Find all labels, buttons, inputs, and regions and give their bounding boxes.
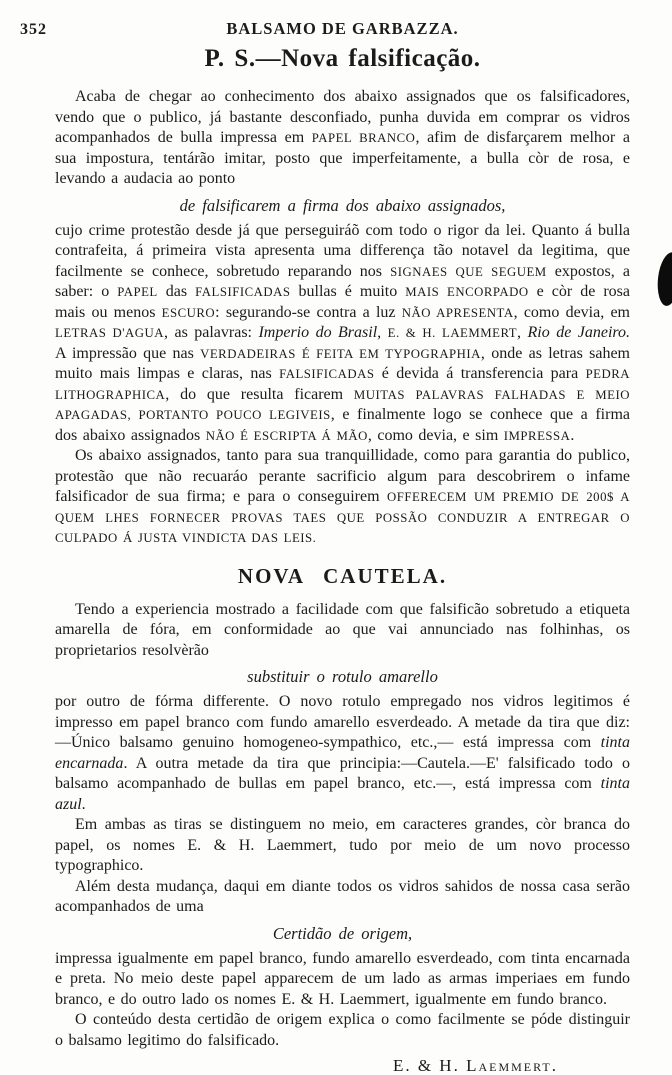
body-text: cujo crime protestão desde já que perseguiráõ com todo o rigor da lei. Quanto á bulla contrafeita, á primeira vista apresenta uma differença tão notavel da legitima, que facilmente se conhece, sobretudo reparando nos <box>55 221 630 280</box>
centered-emphasis-line: substituir o rotulo amarello <box>247 667 438 686</box>
paragraph <box>55 446 630 549</box>
body-text: , as palavras: <box>164 324 259 341</box>
italic-text: tinta azul <box>55 775 630 813</box>
body-text: e còr de rosa mais ou menos <box>55 283 631 321</box>
paragraph <box>55 1010 630 1051</box>
body-text: Tendo a experiencia mostrado a facilidade com que falsificão sobretudo a etiqueta amarella de fóra, em conformidade ao que vai annunciado nas folhinhas, os proprietarios resolvèrão <box>55 600 630 659</box>
paragraph <box>55 600 630 662</box>
body-text: das <box>157 283 196 300</box>
body-text: . <box>81 795 86 813</box>
smallcaps-text: FALSIFICADAS <box>195 285 291 299</box>
italic-text: Rio de Janeiro. <box>527 324 631 341</box>
section-heading: NOVA CAUTELA. <box>237 563 448 588</box>
body-text: , afim de disfarçarem melhor a sua impostura, tentárão imitar, posto que imperfeitamente, a bulla còr de rosa, e levando a audacia ao ponto <box>55 129 630 187</box>
smallcaps-text: LETRAS D'AGUA <box>55 326 165 340</box>
body-text: Além desta mudança, daqui em diante todos os vidros sahidos de nossa casa serão acompanhados de uma <box>55 877 630 915</box>
smallcaps-text: PAPEL BRANCO <box>311 131 416 145</box>
italic-text: tinta encarnada <box>55 734 630 772</box>
body-text: , onde as letras sahem muito mais limpas e claras, nas <box>55 344 630 382</box>
smallcaps-text: MAIS ENCORPADO <box>405 285 529 299</box>
body-text: Acaba de chegar ao conhecimento dos abaixo assignados que os falsificadores, vendo que o publico, já bastante desconfiado, punha duvida em comprar os vidros acompanhados de bulla impressa em <box>55 88 630 146</box>
paragraph <box>55 87 630 190</box>
smallcaps-text: IMPRESSA <box>503 428 571 443</box>
smallcaps-text: PAPEL <box>117 285 158 299</box>
smallcaps-text: SIGNAES QUE SEGUEM <box>390 264 547 279</box>
smallcaps-text: E. & H. LAEMMERT <box>387 326 518 340</box>
smallcaps-text: NÃO APRESENTA <box>401 305 514 320</box>
body-text: bullas é muito <box>290 283 406 300</box>
paragraph <box>55 221 630 447</box>
body-text: , como devia, e sim <box>367 426 504 444</box>
paragraph <box>55 877 630 918</box>
smallcaps-text: OFFERECEM UM PREMIO DE 200$ A QUEM LHES FORNECER PROVAS TAES QUE POSSÃO CONDUZIR A ENTREGAR O CULPADO Á JUSTA VINDICTA DAS LEIS. <box>55 490 630 545</box>
body-text: , <box>517 324 528 341</box>
body-text: A impressão que nas <box>55 344 201 362</box>
body-text: O conteúdo desta certidão de origem explica o como facilmente se póde distinguir o balsamo legitimo do falsificado. <box>55 1011 630 1049</box>
smallcaps-text: FALSIFICADAS <box>279 367 375 381</box>
paragraph <box>55 949 630 1011</box>
page-title: P. S.—Nova falsificação. <box>204 45 481 72</box>
ink-blot-artifact <box>655 251 672 307</box>
smallcaps-text: PEDRA LITHOGRAPHICA <box>55 367 631 402</box>
body-text: impressa igualmente em papel branco, fundo amarello esverdeado, com tinta encarnada e preta. No meio deste papel apparecem de um lado as armas imperiaes em fundo branco, e do outro lado os nomes E. & H. Laemmert, igualmente em fundo branco. <box>55 949 630 1008</box>
smallcaps-text: MUITAS PALAVRAS FALHADAS E MEIO APAGADAS, PORTANTO POUCO LEGIVEIS <box>55 387 630 422</box>
centered-emphasis-line: de falsificarem a firma dos abaixo assignados, <box>179 195 506 215</box>
paragraph <box>55 815 630 877</box>
body-text: : segurando-se contra a luz <box>215 303 402 321</box>
smallcaps-text: ESCURO <box>161 305 216 320</box>
body-text: por outro de fórma differente. O novo rotulo empregado nos vidros legitimos é impresso em papel branco com fundo amarello esverdeado. A metade da tira que diz:—Único balsamo genuino homogeneo-sympathico, etc.,— está impressa com <box>55 693 630 751</box>
body-text: . A outra metade da tira que principia:—Cautela.—E' falsificado todo o balsamo acompanhado de bullas em papel branco, etc.—, está impressa com <box>55 754 630 792</box>
smallcaps-text: NÃO É ESCRIPTA Á MÃO <box>205 428 368 443</box>
page-body <box>55 87 630 1075</box>
smallcaps-text: VERDADEIRAS É FEITA EM TYPOGRAPHIA <box>200 346 481 361</box>
body-text: Em ambas as tiras se distinguem no meio, em caracteres grandes, còr branca do papel, os nomes E. & H. Laemmert, tudo por meio de um novo processo typographico. <box>55 816 630 874</box>
body-text: expostos, a saber: o <box>55 262 630 300</box>
body-text: , do que resulta ficarem <box>165 385 354 403</box>
body-text: Os abaixo assignados, tanto para sua tranquillidade, como para garantia do publico, protestão que não recuaráo perante sacrificio algum para descobrirem o infame falsificador de sua firma; e para o conseguirem <box>55 447 630 505</box>
body-text: . <box>570 426 575 444</box>
page-number: 352 <box>20 21 47 38</box>
body-text: , e finalmente logo se conhece que a firma dos abaixo assignados <box>55 406 631 444</box>
signature: E. & H. Laemmert. <box>392 1056 558 1075</box>
body-text: é devida á transferencia para <box>374 365 586 382</box>
centered-emphasis-line: Certidão de origem, <box>272 923 413 943</box>
running-title: BALSAMO DE GARBAZZA. <box>226 19 459 38</box>
italic-text: Imperio do Brasil, <box>258 324 382 341</box>
body-text: , como devia, em <box>513 303 630 321</box>
paragraph <box>55 692 630 815</box>
